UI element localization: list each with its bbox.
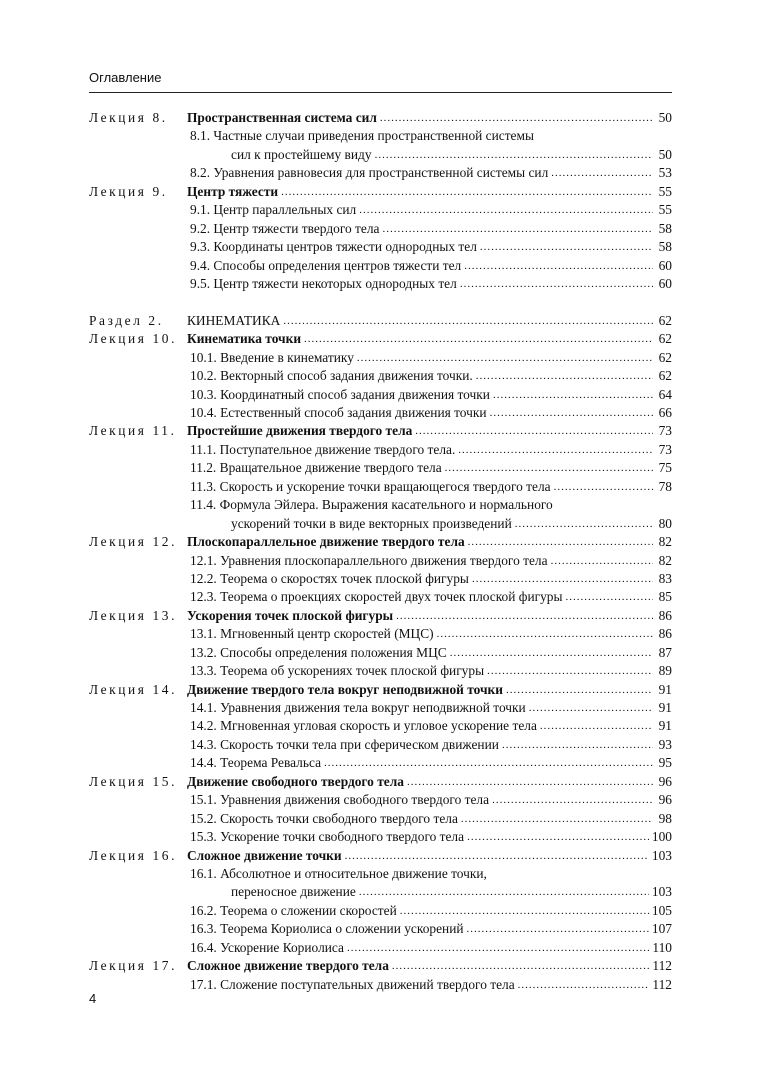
toc-item xyxy=(89,791,672,809)
toc-title: 11.4. Формула Эйлера. Выражения касательного и нормального xyxy=(190,497,553,513)
toc-lecture xyxy=(89,607,672,625)
toc-title: 14.3. Скорость точки тела при сферическом движении xyxy=(190,736,499,752)
dot-leader xyxy=(281,183,653,201)
section-label: Раздел 2. xyxy=(89,312,164,328)
toc-item xyxy=(89,976,672,994)
toc-page-number: 62 xyxy=(658,331,672,347)
toc-page-number: 75 xyxy=(658,460,672,476)
toc-lecture xyxy=(89,183,672,201)
toc-entry xyxy=(187,422,672,440)
toc-item xyxy=(89,515,672,533)
toc-page-number: 83 xyxy=(658,570,672,586)
dot-leader xyxy=(357,349,653,367)
lecture-label: Лекция 16. xyxy=(89,847,178,863)
toc-title: 16.3. Теорема Кориолиса о сложении ускорений xyxy=(190,921,464,937)
toc-entry xyxy=(89,902,672,920)
toc-spacer xyxy=(89,293,672,311)
dot-leader xyxy=(407,773,653,791)
toc-page-number: 96 xyxy=(658,792,672,808)
dot-leader xyxy=(487,662,653,680)
toc-page-number: 73 xyxy=(658,441,672,457)
toc-entry xyxy=(89,810,672,828)
lecture-label: Лекция 12. xyxy=(89,534,178,550)
toc-page-number: 60 xyxy=(658,275,672,291)
toc-entry xyxy=(89,644,672,662)
toc-page-number: 58 xyxy=(658,239,672,255)
toc-item xyxy=(89,920,672,938)
toc-entry xyxy=(89,883,672,901)
toc-title: Сложное движение точки xyxy=(187,847,342,863)
toc-title: 8.2. Уравнения равновесия для пространственной системы сил xyxy=(190,165,549,181)
toc-title: 13.3. Теорема об ускорениях точек плоской фигуры xyxy=(190,663,485,679)
toc-title: ускорений точки в виде векторных произведений xyxy=(231,515,512,531)
toc-page-number: 62 xyxy=(658,368,672,384)
toc-page-number: 62 xyxy=(658,312,672,328)
dot-leader xyxy=(324,754,653,772)
toc-entry xyxy=(89,754,672,772)
toc-title: 8.1. Частные случаи приведения пространственной системы xyxy=(190,128,534,144)
toc-page-number: 50 xyxy=(658,146,672,162)
toc-entry xyxy=(89,552,672,570)
toc-page-number: 91 xyxy=(658,718,672,734)
toc-page-number: 58 xyxy=(658,220,672,236)
lecture-label: Лекция 8. xyxy=(89,110,168,125)
toc-lecture xyxy=(89,422,672,440)
toc-title: КИНЕМАТИКА xyxy=(187,312,281,328)
toc-entry xyxy=(89,736,672,754)
lecture-label: Лекция 14. xyxy=(89,681,178,697)
toc-item xyxy=(89,736,672,754)
toc-lecture xyxy=(89,533,672,551)
toc-page-number: 80 xyxy=(658,515,672,531)
toc-title: 16.4. Ускорение Кориолиса xyxy=(190,939,344,955)
toc-title: 10.3. Координатный способ задания движения точки xyxy=(190,386,490,402)
dot-leader xyxy=(540,717,653,735)
toc-title: сил к простейшему виду xyxy=(231,146,372,162)
toc-entry xyxy=(89,791,672,809)
toc-page-number: 112 xyxy=(652,958,672,974)
toc-title: Сложное движение твердого тела xyxy=(187,958,389,974)
toc-entry xyxy=(89,459,672,477)
toc-item xyxy=(89,939,672,957)
dot-leader xyxy=(445,459,653,477)
dot-leader xyxy=(502,736,653,754)
toc-entry xyxy=(89,146,672,164)
toc-page-number: 86 xyxy=(658,607,672,623)
toc-item xyxy=(89,220,672,238)
toc-entry xyxy=(187,312,672,330)
toc-entry xyxy=(89,127,672,145)
toc-entry xyxy=(89,478,672,496)
toc-page-number: 96 xyxy=(658,773,672,789)
dot-leader xyxy=(554,478,653,496)
toc-entry xyxy=(89,625,672,643)
header-rule xyxy=(89,92,672,93)
toc-lecture xyxy=(89,681,672,699)
dot-leader xyxy=(551,552,653,570)
toc-entry xyxy=(89,441,672,459)
toc-title: 13.2. Способы определения положения МЦС xyxy=(190,644,447,660)
dot-leader xyxy=(467,828,649,846)
toc-title: 17.1. Сложение поступательных движений твердого тела xyxy=(190,976,515,992)
toc-title: 10.1. Введение в кинематику xyxy=(190,349,354,365)
toc-item xyxy=(89,441,672,459)
toc-item xyxy=(89,662,672,680)
dot-leader xyxy=(461,810,653,828)
dot-leader xyxy=(345,847,649,865)
dot-leader xyxy=(476,367,653,385)
toc-title: переносное движение xyxy=(231,884,356,900)
toc-item xyxy=(89,478,672,496)
toc-item xyxy=(89,257,672,275)
dot-leader xyxy=(380,109,653,127)
toc-lecture xyxy=(89,109,672,127)
toc-title: 15.1. Уравнения движения свободного твердого тела xyxy=(190,792,490,808)
toc-item xyxy=(89,127,672,145)
toc-page-number: 91 xyxy=(658,681,672,697)
toc-page-number: 87 xyxy=(658,644,672,660)
toc-page-number: 60 xyxy=(658,257,672,273)
dot-leader xyxy=(375,146,653,164)
toc-item xyxy=(89,810,672,828)
toc-entry xyxy=(89,717,672,735)
dot-leader xyxy=(359,201,653,219)
toc-item xyxy=(89,902,672,920)
toc-entry xyxy=(89,220,672,238)
toc-item xyxy=(89,146,672,164)
toc-item xyxy=(89,349,672,367)
toc-page-number: 100 xyxy=(651,829,672,845)
toc-item xyxy=(89,404,672,422)
dot-leader xyxy=(415,422,653,440)
toc-item xyxy=(89,717,672,735)
toc-page-number: 55 xyxy=(658,183,672,199)
toc-title: Движение твердого тела вокруг неподвижной точки xyxy=(187,681,503,697)
dot-leader xyxy=(283,312,653,330)
toc-page-number: 55 xyxy=(658,202,672,218)
toc-title: 11.1. Поступательное движение твердого тела. xyxy=(190,441,456,457)
toc-page-number: 95 xyxy=(658,755,672,771)
toc-entry xyxy=(89,920,672,938)
dot-leader xyxy=(551,164,653,182)
toc-entry xyxy=(89,275,672,293)
lecture-label: Лекция 9. xyxy=(89,183,168,199)
toc-page-number: 62 xyxy=(658,349,672,365)
toc-item xyxy=(89,883,672,901)
toc-lecture xyxy=(89,773,672,791)
toc-item xyxy=(89,644,672,662)
toc-item xyxy=(89,754,672,772)
dot-leader xyxy=(518,976,650,994)
dot-leader xyxy=(460,275,653,293)
toc-title: 15.3. Ускорение точки свободного твердого тела xyxy=(190,829,465,845)
toc-item xyxy=(89,201,672,219)
dot-leader xyxy=(464,257,653,275)
toc-page-number: 107 xyxy=(651,921,672,937)
toc-item xyxy=(89,552,672,570)
toc-item xyxy=(89,625,672,643)
toc-entry xyxy=(89,201,672,219)
dot-leader xyxy=(467,920,649,938)
toc-lecture xyxy=(89,847,672,865)
dot-leader xyxy=(472,570,653,588)
toc-title: 12.3. Теорема о проекциях скоростей двух точек плоской фигуры xyxy=(190,589,563,605)
page-number: 4 xyxy=(89,991,97,1006)
toc-title: Ускорения точек плоской фигуры xyxy=(187,607,394,623)
toc-title: 10.4. Естественный способ задания движения точки xyxy=(190,405,487,420)
toc-entry xyxy=(89,515,672,533)
running-header: Оглавление xyxy=(89,70,162,85)
toc-entry xyxy=(89,496,672,514)
toc-item xyxy=(89,570,672,588)
lecture-label: Лекция 13. xyxy=(89,607,178,623)
toc-page-number: 110 xyxy=(652,939,672,955)
toc-title: Простейшие движения твердого тела xyxy=(187,423,413,439)
dot-leader xyxy=(396,607,653,625)
toc-title: Кинематика точки xyxy=(187,331,302,347)
toc-entry xyxy=(89,164,672,182)
toc-title: 14.1. Уравнения движения тела вокруг неподвижной точки xyxy=(190,700,526,715)
toc-entry xyxy=(89,367,672,385)
toc-entry xyxy=(89,662,672,680)
toc-entry xyxy=(187,773,672,791)
toc-title: 13.1. Мгновенный центр скоростей (МЦС) xyxy=(190,626,434,642)
toc-lecture xyxy=(89,957,672,975)
dot-leader xyxy=(450,644,653,662)
toc-entry xyxy=(89,865,672,883)
toc-title: 15.2. Скорость точки свободного твердого тела xyxy=(190,810,458,826)
dot-leader xyxy=(382,220,653,238)
toc-item xyxy=(89,164,672,182)
toc-title: 16.2. Теорема о сложении скоростей xyxy=(190,902,397,918)
dot-leader xyxy=(480,238,653,256)
dot-leader xyxy=(347,939,649,957)
toc-item xyxy=(89,459,672,477)
dot-leader xyxy=(392,957,650,975)
toc-entry xyxy=(187,533,672,551)
toc-item xyxy=(89,828,672,846)
toc-title: 11.2. Вращательное движение твердого тела xyxy=(190,460,442,476)
toc-item xyxy=(89,588,672,606)
toc-page-number: 78 xyxy=(658,478,672,494)
toc-item xyxy=(89,386,672,404)
dot-leader xyxy=(490,404,653,422)
toc-entry xyxy=(187,957,672,975)
toc-entry xyxy=(187,183,672,201)
toc-page-number: 86 xyxy=(658,626,672,642)
toc-title: Плоскопараллельное движение твердого тела xyxy=(187,534,465,550)
toc-item xyxy=(89,865,672,883)
toc-entry xyxy=(89,238,672,256)
toc-page-number: 89 xyxy=(658,663,672,679)
lecture-label: Лекция 11. xyxy=(89,423,177,439)
dot-leader xyxy=(437,625,653,643)
toc-page-number: 103 xyxy=(651,847,672,863)
toc-title: 16.1. Абсолютное и относительное движение точки, xyxy=(190,865,487,881)
toc-page-number: 53 xyxy=(658,165,672,181)
lecture-label: Лекция 15. xyxy=(89,773,178,789)
lecture-label: Лекция 17. xyxy=(89,958,178,974)
toc-page-number: 82 xyxy=(658,534,672,550)
toc-page-number: 105 xyxy=(651,902,672,918)
toc-item xyxy=(89,367,672,385)
toc-page-number: 98 xyxy=(658,810,672,826)
toc-entry xyxy=(187,847,672,865)
toc-title: 14.2. Мгновенная угловая скорость и угловое ускорение тела xyxy=(190,718,537,734)
toc-entry xyxy=(89,349,672,367)
toc-page-number: 112 xyxy=(652,976,672,992)
toc-entry xyxy=(89,976,672,994)
toc-entry xyxy=(187,681,672,699)
dot-leader xyxy=(565,588,653,606)
toc-page-number: 85 xyxy=(658,589,672,605)
lecture-label: Лекция 10. xyxy=(89,331,178,347)
toc-title: 9.1. Центр параллельных сил xyxy=(190,202,357,218)
toc-page-number: 103 xyxy=(651,884,672,900)
toc-entry xyxy=(187,330,672,348)
toc-title: 10.2. Векторный способ задания движения точки. xyxy=(190,368,473,384)
toc-entry xyxy=(187,109,672,127)
toc-title: 12.2. Теорема о скоростях точек плоской фигуры xyxy=(190,570,469,586)
toc-entry xyxy=(89,588,672,606)
toc-page-number: 64 xyxy=(658,386,672,402)
dot-leader xyxy=(458,441,653,459)
toc-title: 11.3. Скорость и ускорение точки вращающегося твердого тела xyxy=(190,478,551,494)
toc-page-number: 91 xyxy=(658,700,672,715)
toc-lecture xyxy=(89,330,672,348)
toc-item xyxy=(89,496,672,514)
toc-entry xyxy=(89,699,672,717)
dot-leader xyxy=(304,330,653,348)
toc-entry xyxy=(187,607,672,625)
dot-leader xyxy=(529,699,653,717)
toc-entry xyxy=(89,257,672,275)
dot-leader xyxy=(493,386,653,404)
dot-leader xyxy=(515,515,653,533)
dot-leader xyxy=(400,902,649,920)
toc-item xyxy=(89,699,672,717)
toc-page-number: 73 xyxy=(658,423,672,439)
toc-title: 9.2. Центр тяжести твердого тела xyxy=(190,220,380,236)
toc-title: Центр тяжести xyxy=(187,183,279,199)
toc-title: 9.3. Координаты центров тяжести однородных тел xyxy=(190,239,477,255)
toc-title: 12.1. Уравнения плоскопараллельного движения твердого тела xyxy=(190,552,548,568)
dot-leader xyxy=(506,681,653,699)
toc-item xyxy=(89,275,672,293)
table-of-contents xyxy=(89,109,672,994)
toc-title: 9.5. Центр тяжести некоторых однородных тел xyxy=(190,275,457,291)
toc-title: Движение свободного твердого тела xyxy=(187,773,404,789)
dot-leader xyxy=(359,883,649,901)
toc-entry xyxy=(89,828,672,846)
toc-page-number: 82 xyxy=(658,552,672,568)
dot-leader xyxy=(468,533,653,551)
toc-title: 9.4. Способы определения центров тяжести тел xyxy=(190,257,462,273)
toc-entry xyxy=(89,939,672,957)
toc-title: Пространственная система сил xyxy=(187,110,377,125)
toc-page-number: 66 xyxy=(658,405,672,420)
toc-entry xyxy=(89,404,672,422)
dot-leader xyxy=(492,791,653,809)
toc-section xyxy=(89,312,672,330)
toc-page-number: 50 xyxy=(658,110,672,125)
toc-item xyxy=(89,238,672,256)
toc-title: 14.4. Теорема Ревальса xyxy=(190,755,322,771)
toc-page-number: 93 xyxy=(658,736,672,752)
toc-entry xyxy=(89,386,672,404)
toc-entry xyxy=(89,570,672,588)
